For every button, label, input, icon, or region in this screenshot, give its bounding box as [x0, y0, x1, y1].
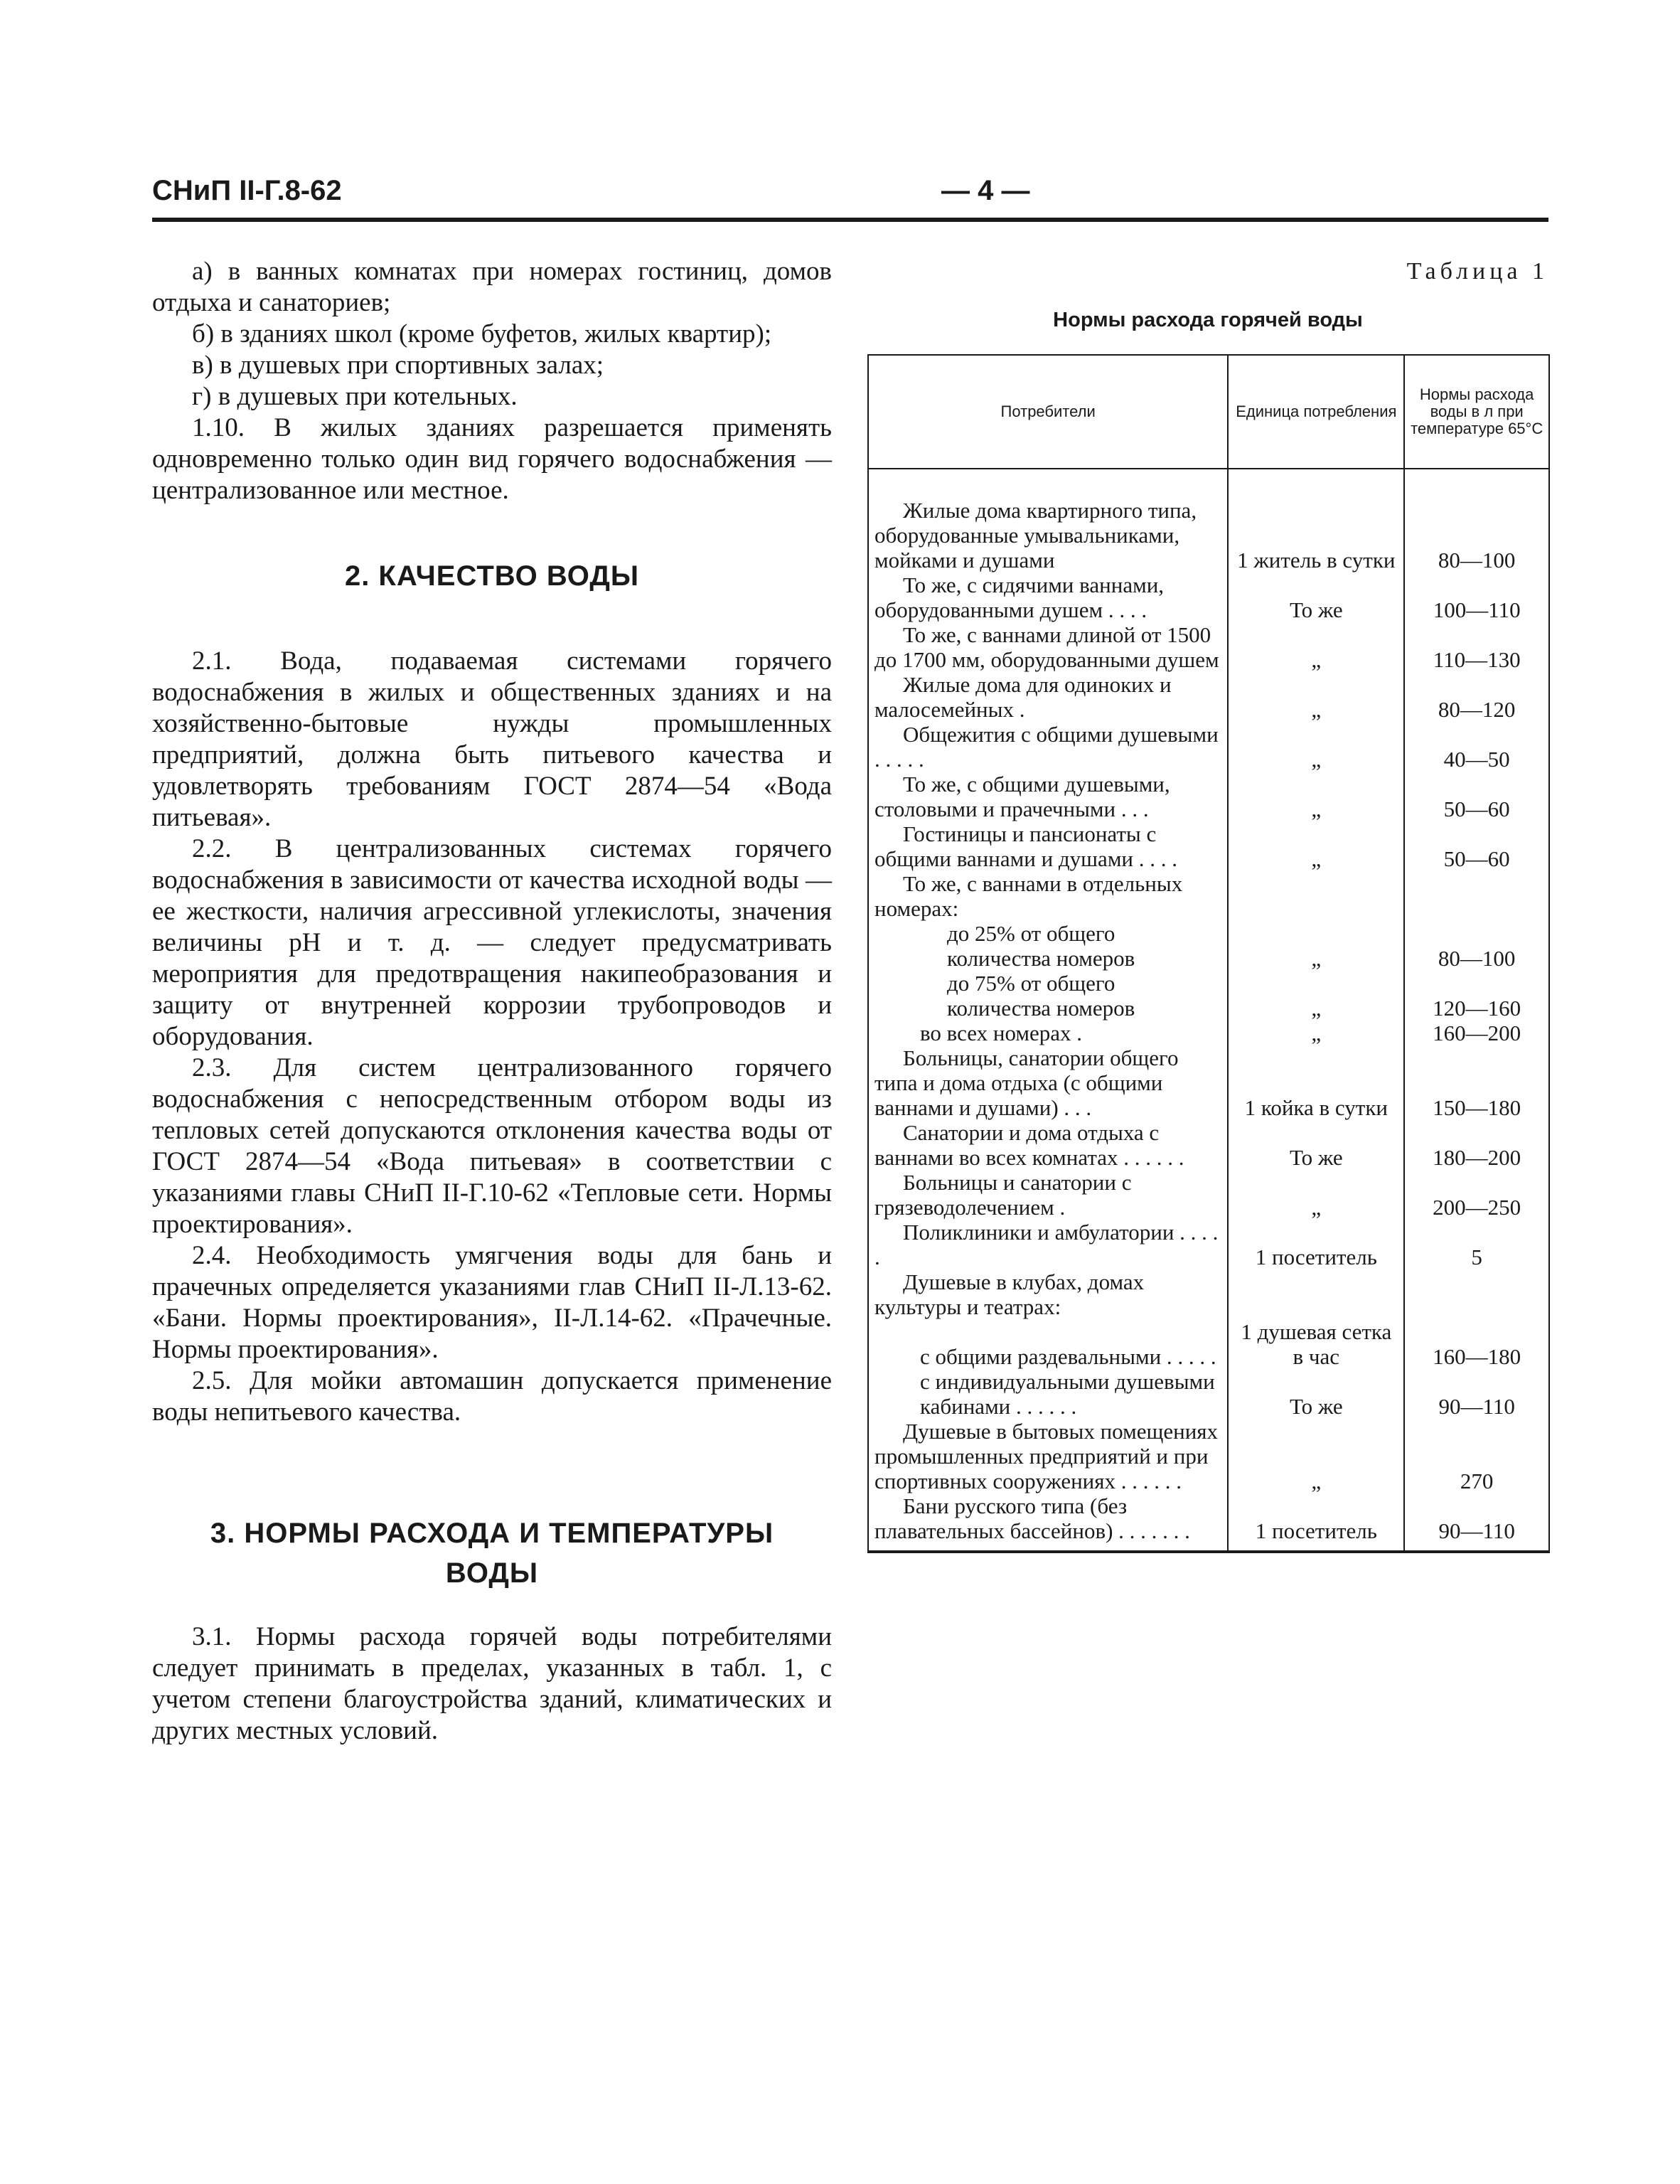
consumer-cell: во всех номерах .	[868, 1021, 1228, 1045]
table-row	[868, 672, 1549, 722]
list-item: а) в ванных комнатах при номерах гостиниц, домов отдыха и санаториев;	[152, 257, 832, 317]
paragraph-2-3: 2.3. Для систем централизованного горячего водоснабжения с непосредственным отбором воды из тепловых сетей допускаются отклонения качества воды от ГОСТ 2874—54 «Вода питьевая» в соответствии с указаниями главы СНиП II-Г.10-62 «Тепловые сети. Нормы проектирования».	[152, 1053, 832, 1239]
consumer-cell: То же, с ваннами длиной от 1500 до 1700 мм, оборудованными душем	[868, 622, 1228, 672]
unit-cell: 1 посетитель	[1228, 1220, 1404, 1269]
right-column	[867, 256, 1548, 1553]
unit-cell: 1 душевая сетка в час	[1228, 1319, 1404, 1369]
consumer-cell: до 25% от общего количества номеров	[868, 921, 1228, 971]
header-rule	[152, 218, 1548, 222]
norm-cell: 50—60	[1404, 821, 1549, 871]
list-item: б) в зданиях школ (кроме буфетов, жилых квартир);	[192, 319, 772, 348]
consumer-cell: Санатории и дома отдыха с ваннами во всех комнатах . . . . . .	[868, 1120, 1228, 1170]
unit-cell: 1 житель в сутки	[1228, 498, 1404, 572]
table-row	[868, 722, 1549, 772]
table-row	[868, 1120, 1549, 1170]
table-row	[868, 622, 1549, 672]
unit-cell: „	[1228, 1021, 1404, 1045]
table-row	[868, 921, 1549, 971]
consumer-cell: То же, с сидячими ваннами, оборудованными душем . . . .	[868, 572, 1228, 622]
consumer-cell: Больницы, санатории общего типа и дома отдыха (с общими ваннами и душами) . . .	[868, 1045, 1228, 1120]
paragraph-3-1: 3.1. Нормы расхода горячей воды потребителями следует принимать в пределах, указанных в табл. 1, с учетом степени благоустройства зданий, климатических и других местных условий.	[152, 1622, 832, 1745]
norm-cell: 100—110	[1404, 572, 1549, 622]
unit-cell: То же	[1228, 1369, 1404, 1419]
unit-cell: То же	[1228, 1120, 1404, 1170]
norm-cell: 80—100	[1404, 921, 1549, 971]
unit-cell	[1228, 871, 1404, 921]
norm-cell: 90—110	[1404, 1493, 1549, 1552]
list-item: г) в душевых при котельных.	[192, 382, 518, 411]
unit-cell: „	[1228, 672, 1404, 722]
page-header	[152, 175, 1548, 218]
consumer-cell: Общежития с общими душевыми . . . . .	[868, 722, 1228, 772]
norm-cell: 50—60	[1404, 772, 1549, 821]
consumer-cell: Бани русского типа (без плавательных бассейнов) . . . . . . .	[868, 1493, 1228, 1552]
norm-cell	[1404, 871, 1549, 921]
unit-cell: „	[1228, 971, 1404, 1021]
consumer-cell: Гостиницы и пансионаты с общими ваннами и душами . . . .	[868, 821, 1228, 871]
norm-cell: 80—100	[1404, 498, 1549, 572]
table-row	[868, 1419, 1549, 1493]
water-norms-table	[867, 354, 1550, 1553]
paragraph-2-1: 2.1. Вода, подаваемая системами горячего водоснабжения в жилых и общественных зданиях и на хозяйственно-бытовые нужды промышленных предприятий, должна быть питьевого качества и удовлетворять требованиям ГОСТ 2874—54 «Вода питьевая».	[152, 646, 832, 832]
section-3-title-line2: ВОДЫ	[445, 1557, 539, 1589]
table-body	[868, 469, 1549, 1552]
consumer-cell: То же, с общими душевыми, столовыми и прачечными . . .	[868, 772, 1228, 821]
table-row	[868, 1170, 1549, 1220]
paragraph-2-5: 2.5. Для мойки автомашин допускается применение воды непитьевого качества.	[152, 1366, 832, 1427]
unit-cell: „	[1228, 622, 1404, 672]
consumer-cell: Душевые в клубах, домах культуры и театрах:	[868, 1269, 1228, 1319]
left-column	[152, 256, 832, 1747]
norm-cell: 40—50	[1404, 722, 1549, 772]
unit-cell: „	[1228, 1419, 1404, 1493]
column-header-norm: Нормы расхода воды в л при температуре 65°С	[1404, 355, 1549, 469]
table-label: Таблица 1	[1406, 258, 1548, 284]
unit-cell: „	[1228, 722, 1404, 772]
norm-cell: 90—110	[1404, 1369, 1549, 1419]
section-3-title-line1: 3. НОРМЫ РАСХОДА И ТЕМПЕРАТУРЫ	[210, 1518, 774, 1549]
consumer-cell: до 75% от общего количества номеров	[868, 971, 1228, 1021]
table-row	[868, 971, 1549, 1021]
consumer-cell: Жилые дома для одиноких и малосемейных .	[868, 672, 1228, 722]
column-header-consumers: Потребители	[868, 355, 1228, 469]
table-row	[868, 821, 1549, 871]
consumer-cell: То же, с ваннами в отдельных номерах:	[868, 871, 1228, 921]
consumer-cell: Жилые дома квартирного типа, оборудованные умывальниками, мойками и душами	[868, 498, 1228, 572]
paragraph-2-2: 2.2. В централизованных системах горячего водоснабжения в зависимости от качества исходной воды — ее жесткости, наличия агрессивной углекислоты, значения величины pH и т. д. — следует предусматривать мероприятия для предотвращения накипеобразования и защиту от внутренней коррозии трубопроводов и оборудования.	[152, 834, 832, 1051]
norm-cell	[1404, 1269, 1549, 1319]
paragraph-2-4: 2.4. Необходимость умягчения воды для бань и прачечных определяется указаниями глав СНиП II-Л.13-62. «Бани. Нормы проектирования», II-Л.14-62. «Прачечные. Нормы проектирования».	[152, 1241, 832, 1364]
list-item: в) в душевых при спортивных залах;	[192, 351, 604, 380]
unit-cell: То же	[1228, 572, 1404, 622]
table-row	[868, 1045, 1549, 1120]
norm-cell: 160—200	[1404, 1021, 1549, 1045]
norm-cell: 160—180	[1404, 1319, 1549, 1369]
table-row	[868, 498, 1549, 572]
unit-cell: „	[1228, 1170, 1404, 1220]
table-row	[868, 1369, 1549, 1419]
norm-cell: 270	[1404, 1419, 1549, 1493]
consumer-cell: с общими раздевальными . . . . .	[868, 1319, 1228, 1369]
document-code: СНиП II-Г.8-62	[152, 175, 342, 206]
unit-cell: „	[1228, 772, 1404, 821]
table-row	[868, 1319, 1549, 1369]
table-title: Нормы расхода горячей воды	[1053, 309, 1363, 331]
page-number: — 4 —	[941, 175, 1030, 206]
norm-cell: 180—200	[1404, 1120, 1549, 1170]
table-row	[868, 871, 1549, 921]
consumer-cell: Душевые в бытовых помещениях промышленных предприятий и при спортивных сооружениях . . . . . .	[868, 1419, 1228, 1493]
unit-cell	[1228, 1269, 1404, 1319]
norm-cell: 5	[1404, 1220, 1549, 1269]
table-row	[868, 1493, 1549, 1552]
norm-cell: 150—180	[1404, 1045, 1549, 1120]
table-row	[868, 1220, 1549, 1269]
consumer-cell: Больницы и санатории с грязеводолечением .	[868, 1170, 1228, 1220]
section-2-title: 2. КАЧЕСТВО ВОДЫ	[344, 560, 640, 592]
unit-cell: „	[1228, 821, 1404, 871]
consumer-cell: Поликлиники и амбулатории . . . . .	[868, 1220, 1228, 1269]
norm-cell: 200—250	[1404, 1170, 1549, 1220]
unit-cell: „	[1228, 921, 1404, 971]
unit-cell: 1 койка в сутки	[1228, 1045, 1404, 1120]
table-row	[868, 772, 1549, 821]
consumer-cell: с индивидуальными душевыми кабинами . . . . . .	[868, 1369, 1228, 1419]
norm-cell: 120—160	[1404, 971, 1549, 1021]
table-row	[868, 1269, 1549, 1319]
norm-cell: 80—120	[1404, 672, 1549, 722]
table-row	[868, 572, 1549, 622]
column-header-unit: Единица потребления	[1228, 355, 1404, 469]
unit-cell: 1 посетитель	[1228, 1493, 1404, 1552]
paragraph-1-10: 1.10. В жилых зданиях разрешается применять одновременно только один вид горячего водоснабжения — централизованное или местное.	[152, 413, 832, 505]
table-row	[868, 1021, 1549, 1045]
norm-cell: 110—130	[1404, 622, 1549, 672]
